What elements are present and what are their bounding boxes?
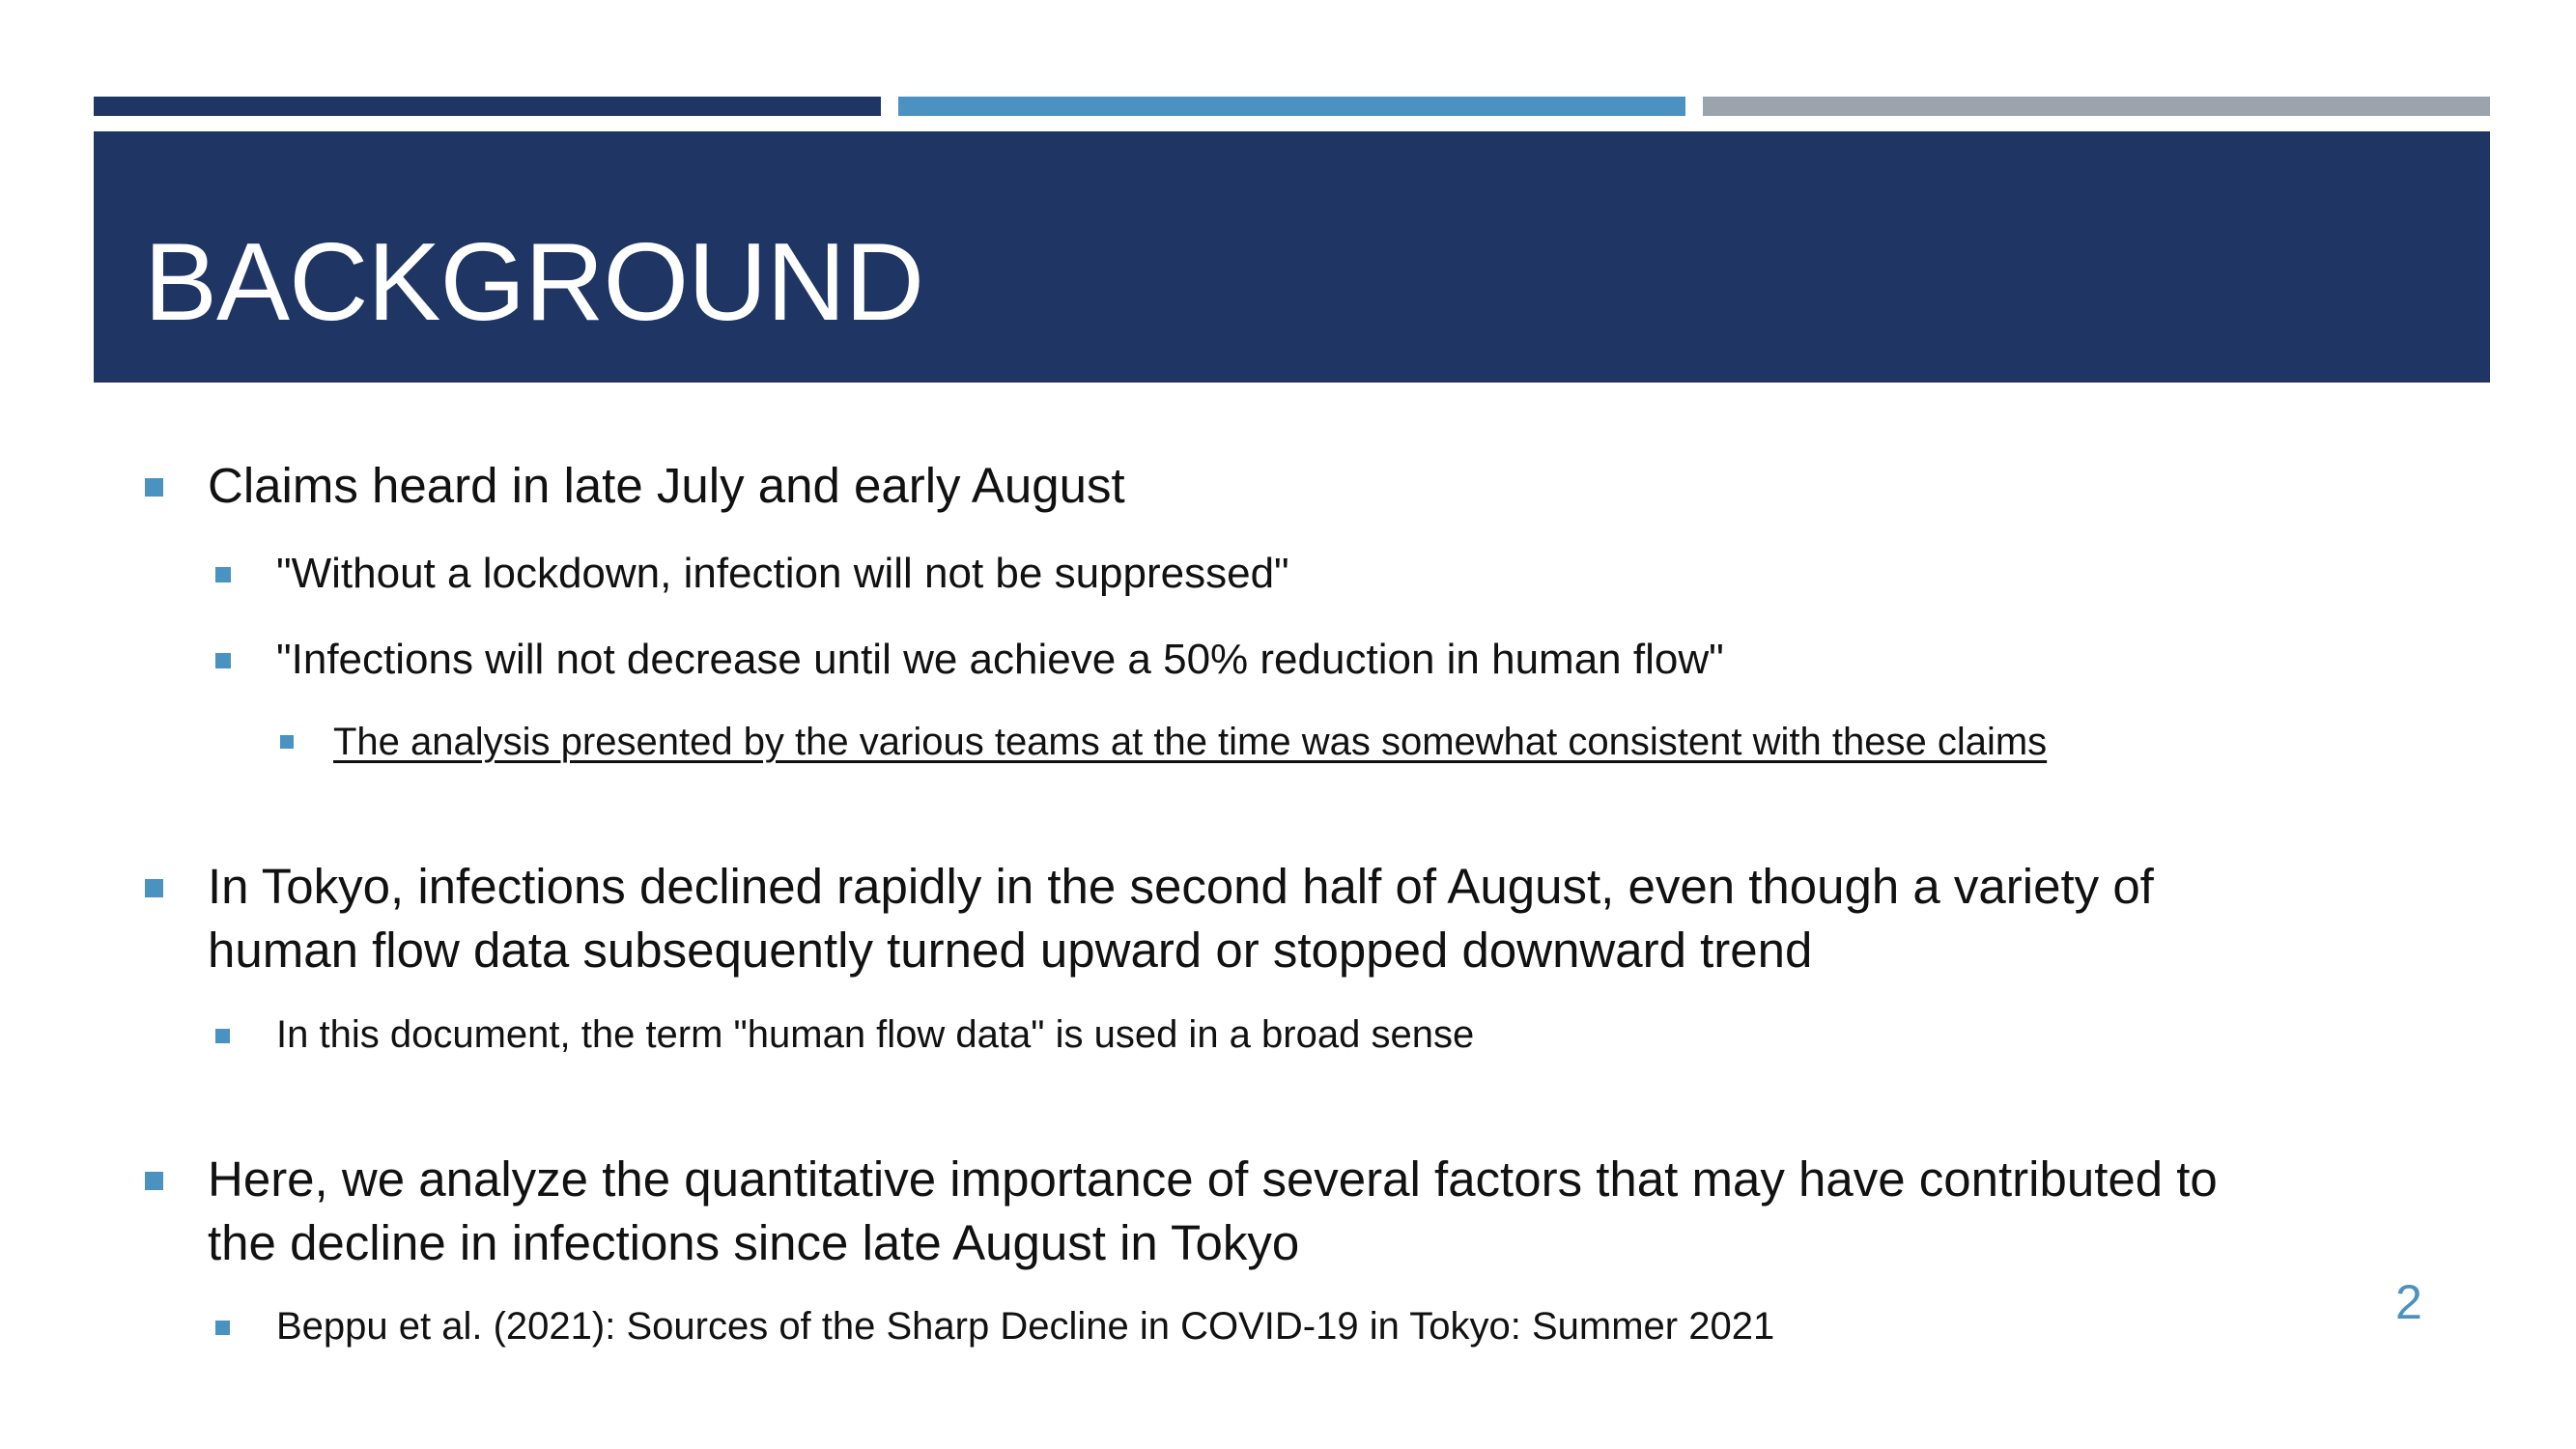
bullet-square-icon	[145, 879, 163, 897]
bullet-square-icon	[215, 653, 231, 668]
bullet-claims	[208, 454, 1125, 518]
sub-bullet-citation	[276, 1302, 1774, 1350]
bullet-square-icon	[145, 478, 163, 497]
bullet-text-line: human flow data subsequently turned upward or stopped downward trend	[208, 923, 1813, 978]
bullet-square-icon	[215, 1029, 230, 1043]
sub-sub-bullet-analysis-note	[333, 718, 2047, 766]
bullet-text: The analysis presented by the various teams at the time was somewhat consistent with these claims	[333, 721, 2048, 763]
bullet-text: "Infections will not decrease until we achieve a 50% reduction in human flow"	[276, 636, 1724, 683]
page-number: 2	[2395, 1275, 2422, 1329]
bullet-text: Claims heard in late July and early August	[208, 458, 1125, 513]
bullet-square-icon	[280, 735, 294, 749]
sub-bullet-human-flow-quote	[276, 633, 1724, 687]
bullet-text: "Without a lockdown, infection will not be suppressed"	[276, 550, 1289, 597]
bullet-text: Beppu et al. (2021): Sources of the Sharp Decline in COVID-19 in Tokyo: Summer 2021	[276, 1305, 1775, 1348]
bullet-square-icon	[215, 567, 231, 582]
bullet-text-line: In Tokyo, infections declined rapidly in the second half of August, even though a variety of	[208, 859, 2154, 914]
bullet-analysis-purpose	[208, 1148, 2218, 1275]
bullet-square-icon	[215, 1321, 230, 1335]
sub-bullet-definition	[276, 1010, 1474, 1059]
sub-bullet-lockdown-quote	[276, 547, 1289, 601]
slide-title: BACKGROUND	[144, 221, 924, 344]
bullet-text-line: the decline in infections since late August in Tokyo	[208, 1215, 1300, 1270]
bullet-tokyo-decline	[208, 855, 2154, 982]
bullet-text: In this document, the term "human flow data" is used in a broad sense	[276, 1013, 1475, 1056]
bullet-text-line: Here, we analyze the quantitative importance of several factors that may have contributed to	[208, 1151, 2218, 1207]
bullet-square-icon	[145, 1172, 163, 1190]
